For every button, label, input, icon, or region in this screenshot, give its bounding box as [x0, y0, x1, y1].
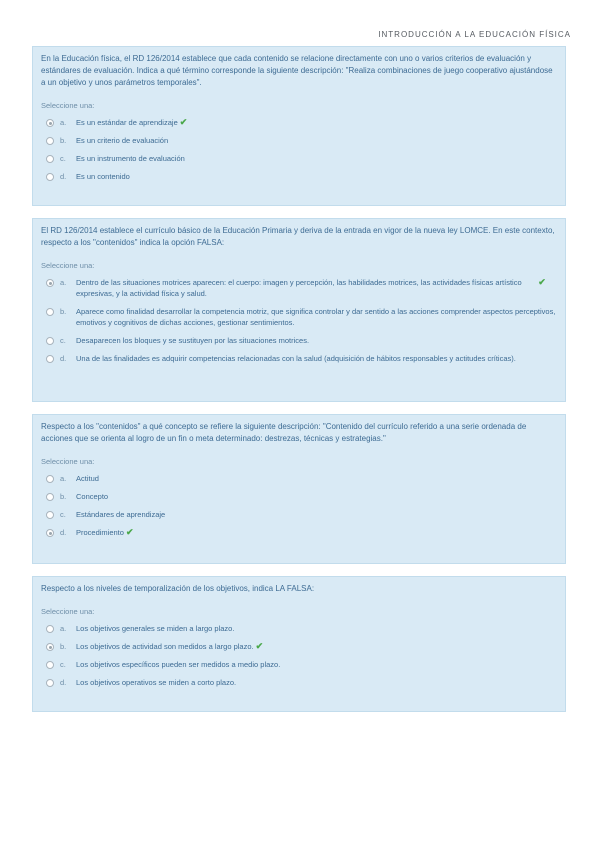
option-letter: a.: [60, 118, 67, 127]
option-d[interactable]: [41, 353, 557, 364]
question-4: [32, 576, 566, 712]
option-letter: d.: [60, 172, 67, 181]
radio-button[interactable]: [46, 155, 54, 163]
correct-check-icon: ✔: [538, 277, 546, 287]
radio-button[interactable]: [46, 355, 54, 363]
option-c[interactable]: [41, 659, 557, 670]
question-text: Respecto a los niveles de temporalización de los objetivos, indica LA FALSA:: [41, 584, 315, 593]
select-prompt: Seleccione una:: [41, 457, 95, 466]
question-2: [32, 218, 566, 402]
correct-check-icon: ✔: [125, 527, 134, 537]
question-text: En la Educación física, el RD 126/2014 establece que cada contenido se relacione directamente con uno o varios criterios de evaluación y estándares de evaluación. Indica a qué término corresponde la siguiente descripción: "Realiza combinaciones de juego cooperativo ajustándose a un objetivo y unos parámetros temporales".: [41, 54, 553, 87]
option-letter: a.: [60, 624, 67, 633]
option-text: Aparece como finalidad desarrollar la competencia motriz, que significa controlar y dar sentido a las acciones comprender aspectos perceptivos, emotivos y cognitivos de dichas acciones, gestionar sentimientos.: [76, 307, 556, 327]
option-b[interactable]: [41, 306, 557, 328]
radio-button-selected[interactable]: [46, 279, 54, 287]
radio-button[interactable]: [46, 137, 54, 145]
option-letter: d.: [60, 528, 67, 537]
option-c[interactable]: [41, 509, 557, 520]
correct-check-icon: ✔: [255, 641, 264, 651]
question-text: Respecto a los "contenidos" a qué concepto se refiere la siguiente descripción: "Contenido del currículo referido a una serie ordenada de acciones que se orienta al logro de un fin o meta determinado: destrezas, técnicas y estrategias.": [41, 422, 527, 443]
option-b[interactable]: [41, 491, 557, 502]
option-b[interactable]: [41, 135, 557, 146]
question-1: [32, 46, 566, 206]
option-letter: b.: [60, 136, 67, 145]
option-text: Los objetivos generales se miden a largo plazo.: [76, 624, 235, 633]
option-text: Desaparecen los bloques y se sustituyen por las situaciones motrices.: [76, 336, 310, 345]
radio-button[interactable]: [46, 625, 54, 633]
option-a[interactable]: [41, 117, 557, 128]
select-prompt: Seleccione una:: [41, 607, 95, 616]
radio-button[interactable]: [46, 493, 54, 501]
radio-button[interactable]: [46, 308, 54, 316]
option-text: Los objetivos específicos pueden ser medidos a medio plazo.: [76, 660, 281, 669]
select-prompt: Seleccione una:: [41, 261, 95, 270]
option-text: Es un estándar de aprendizaje: [76, 118, 178, 127]
option-text: Dentro de las situaciones motrices aparecen: el cuerpo: imagen y percepción, las habilidades motrices, las actividades físicas artístico expresivas, y la actividad física y salud.: [76, 278, 522, 298]
radio-button[interactable]: [46, 661, 54, 669]
radio-button[interactable]: [46, 679, 54, 687]
option-text: Es un criterio de evaluación: [76, 136, 169, 145]
option-text: Actitud: [76, 474, 99, 483]
correct-check-icon: ✔: [179, 117, 188, 127]
option-letter: b.: [60, 642, 67, 651]
option-text: Procedimiento: [76, 528, 124, 537]
option-letter: c.: [60, 154, 66, 163]
option-text: Es un contenido: [76, 172, 130, 181]
option-c[interactable]: [41, 335, 557, 346]
question-text: El RD 126/2014 establece el currículo básico de la Educación Primaria y deriva de la entrada en vigor de la nueva ley LOMCE. En este contexto, respecto a los "contenidos" indica la opción FALSA:: [41, 226, 555, 247]
option-letter: a.: [60, 278, 67, 287]
option-text: Los objetivos operativos se miden a corto plazo.: [76, 678, 237, 687]
option-d[interactable]: [41, 171, 557, 182]
option-letter: b.: [60, 492, 67, 501]
option-text: Una de las finalidades es adquirir competencias relacionadas con la salud (adquisición de hábitos responsables y actitudes críticas).: [76, 354, 516, 363]
page-header-title: INTRODUCCIÓN A LA EDUCACIÓN FÍSICA: [378, 30, 571, 39]
radio-button-selected[interactable]: [46, 119, 54, 127]
option-d[interactable]: [41, 527, 557, 538]
option-a[interactable]: [41, 473, 557, 484]
option-text: Es un instrumento de evaluación: [76, 154, 185, 163]
question-3: [32, 414, 566, 564]
option-letter: c.: [60, 336, 66, 345]
option-letter: c.: [60, 660, 66, 669]
option-letter: b.: [60, 307, 67, 316]
option-letter: d.: [60, 678, 67, 687]
option-letter: d.: [60, 354, 67, 363]
option-a[interactable]: [41, 623, 557, 634]
option-text: Concepto: [76, 492, 109, 501]
option-text: Los objetivos de actividad son medidos a largo plazo.: [76, 642, 254, 651]
select-prompt: Seleccione una:: [41, 101, 95, 110]
radio-button-selected[interactable]: [46, 643, 54, 651]
option-d[interactable]: [41, 677, 557, 688]
radio-button[interactable]: [46, 475, 54, 483]
option-a[interactable]: [41, 277, 557, 299]
option-text: Estándares de aprendizaje: [76, 510, 166, 519]
radio-button-selected[interactable]: [46, 529, 54, 537]
radio-button[interactable]: [46, 511, 54, 519]
option-letter: c.: [60, 510, 66, 519]
radio-button[interactable]: [46, 173, 54, 181]
radio-button[interactable]: [46, 337, 54, 345]
option-letter: a.: [60, 474, 67, 483]
option-c[interactable]: [41, 153, 557, 164]
option-b[interactable]: [41, 641, 557, 652]
